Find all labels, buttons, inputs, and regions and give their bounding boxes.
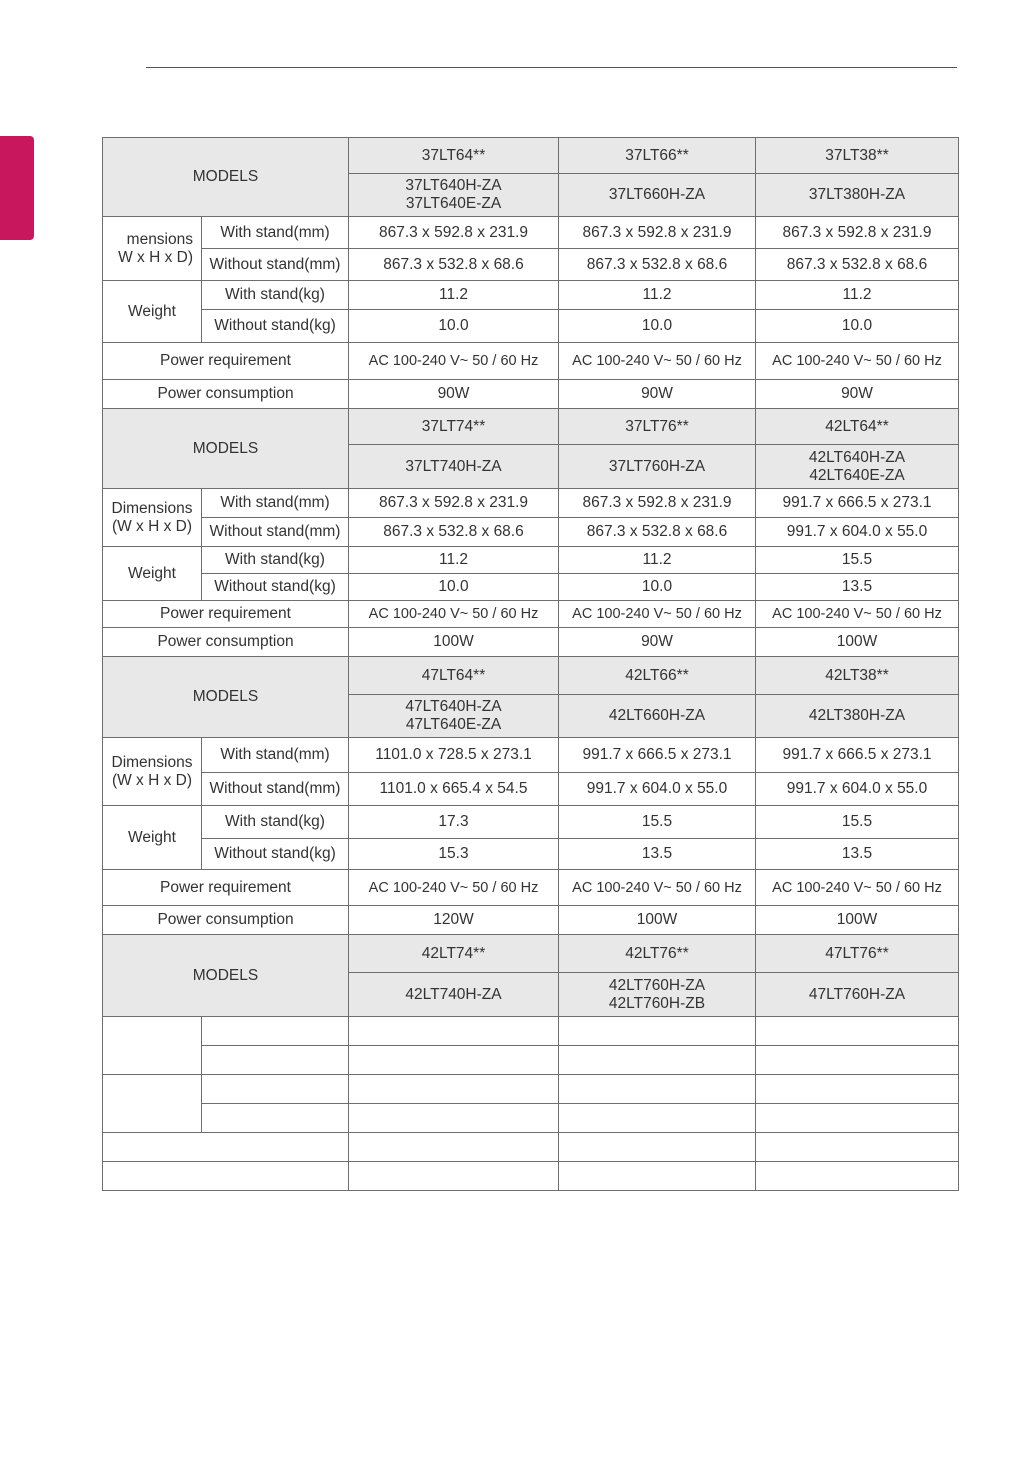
- empty-cell: [103, 1075, 202, 1133]
- dimension-value: 867.3 x 592.8 x 231.9: [559, 489, 756, 518]
- dimension-value: 1101.0 x 665.4 x 54.5: [349, 773, 559, 806]
- power-requirement-label: Power requirement: [103, 601, 349, 628]
- models-label: MODELS: [103, 409, 349, 489]
- model-code: 42LT64**: [756, 409, 959, 445]
- model-code: 37LT74**: [349, 409, 559, 445]
- dimension-value: 1101.0 x 728.5 x 273.1: [349, 738, 559, 773]
- weight-label: Weight: [103, 281, 202, 343]
- empty-cell: [756, 1133, 959, 1162]
- power-requirement-value: AC 100-240 V~ 50 / 60 Hz: [756, 870, 959, 906]
- dimensions-label: mensions W x H x D): [118, 230, 193, 266]
- weight-label: Weight: [103, 547, 202, 601]
- with-stand-kg-label: With stand(kg): [202, 806, 349, 839]
- empty-cell: [349, 1104, 559, 1133]
- weight-value: 11.2: [349, 547, 559, 574]
- empty-cell: [756, 1075, 959, 1104]
- weight-value: 10.0: [349, 310, 559, 343]
- dimension-value: 991.7 x 604.0 x 55.0: [756, 518, 959, 547]
- model-code: 37LT64**: [349, 138, 559, 174]
- dimension-value: 867.3 x 532.8 x 68.6: [559, 518, 756, 547]
- dimensions-label: Dimensions (W x H x D): [111, 753, 193, 789]
- empty-cell: [559, 1104, 756, 1133]
- model-number: 37LT740H-ZA: [405, 457, 502, 475]
- power-consumption-label: Power consumption: [103, 628, 349, 657]
- empty-cell: [202, 1046, 349, 1075]
- weight-value: 13.5: [756, 574, 959, 601]
- model-number: 47LT760H-ZA: [808, 985, 906, 1003]
- dimension-value: 867.3 x 592.8 x 231.9: [349, 489, 559, 518]
- power-consumption-value: 100W: [349, 628, 559, 657]
- empty-cell: [103, 1017, 202, 1075]
- power-consumption-value: 120W: [349, 906, 559, 935]
- model-code: 47LT64**: [349, 657, 559, 695]
- specifications-table: [102, 137, 959, 1191]
- dimension-value: 867.3 x 592.8 x 231.9: [559, 217, 756, 249]
- weight-value: 11.2: [559, 281, 756, 310]
- model-number: 42LT740H-ZA: [405, 985, 502, 1003]
- model-number: 47LT640H-ZA 47LT640E-ZA: [405, 698, 502, 733]
- power-requirement-value: AC 100-240 V~ 50 / 60 Hz: [756, 343, 959, 380]
- model-number: 42LT760H-ZA 42LT760H-ZB: [608, 976, 706, 1012]
- weight-value: 10.0: [559, 310, 756, 343]
- models-label: MODELS: [103, 935, 349, 1017]
- weight-value: 15.3: [349, 839, 559, 870]
- model-number: 37LT760H-ZA: [608, 457, 706, 475]
- empty-cell: [349, 1046, 559, 1075]
- empty-cell: [756, 1017, 959, 1046]
- power-consumption-value: 100W: [756, 628, 959, 657]
- empty-cell: [202, 1104, 349, 1133]
- power-consumption-label: Power consumption: [103, 906, 349, 935]
- empty-cell: [756, 1162, 959, 1191]
- empty-cell: [349, 1133, 559, 1162]
- weight-value: 13.5: [756, 839, 959, 870]
- model-number: 42LT640H-ZA 42LT640E-ZA: [808, 448, 906, 484]
- empty-cell: [756, 1104, 959, 1133]
- model-code: 37LT76**: [559, 409, 756, 445]
- power-requirement-value: AC 100-240 V~ 50 / 60 Hz: [756, 601, 959, 628]
- without-stand-kg-label: Without stand(kg): [202, 310, 349, 343]
- with-stand-mm-label: With stand(mm): [202, 489, 349, 518]
- empty-cell: [559, 1017, 756, 1046]
- weight-value: 11.2: [349, 281, 559, 310]
- empty-cell: [559, 1046, 756, 1075]
- dimension-value: 867.3 x 592.8 x 231.9: [349, 217, 559, 249]
- weight-value: 15.5: [559, 806, 756, 839]
- with-stand-mm-label: With stand(mm): [202, 217, 349, 249]
- power-consumption-value: 100W: [756, 906, 959, 935]
- power-requirement-value: AC 100-240 V~ 50 / 60 Hz: [349, 343, 559, 380]
- power-consumption-value: 90W: [756, 380, 959, 409]
- weight-value: 11.2: [559, 547, 756, 574]
- section-tab-marker: [0, 136, 34, 240]
- power-requirement-value: AC 100-240 V~ 50 / 60 Hz: [349, 601, 559, 628]
- header-rule: [146, 67, 957, 68]
- models-label: MODELS: [103, 138, 349, 217]
- dimension-value: 867.3 x 532.8 x 68.6: [559, 249, 756, 281]
- with-stand-mm-label: With stand(mm): [202, 738, 349, 773]
- model-number: 37LT380H-ZA: [808, 186, 906, 203]
- models-label: MODELS: [103, 657, 349, 738]
- dimension-value: 991.7 x 604.0 x 55.0: [756, 773, 959, 806]
- weight-value: 10.0: [756, 310, 959, 343]
- weight-value: 10.0: [349, 574, 559, 601]
- empty-cell: [756, 1046, 959, 1075]
- weight-value: 15.5: [756, 547, 959, 574]
- dimension-value: 991.7 x 666.5 x 273.1: [756, 738, 959, 773]
- power-consumption-value: 90W: [559, 380, 756, 409]
- dimensions-label: Dimensions (W x H x D): [111, 499, 193, 535]
- power-consumption-value: 90W: [559, 628, 756, 657]
- with-stand-kg-label: With stand(kg): [202, 547, 349, 574]
- model-code: 37LT38**: [756, 138, 959, 174]
- empty-cell: [202, 1017, 349, 1046]
- empty-cell: [349, 1162, 559, 1191]
- empty-cell: [103, 1162, 349, 1191]
- model-number: 37LT660H-ZA: [608, 186, 706, 203]
- power-consumption-label: Power consumption: [103, 380, 349, 409]
- model-code: 37LT66**: [559, 138, 756, 174]
- model-code: 42LT74**: [349, 935, 559, 973]
- power-consumption-value: 90W: [349, 380, 559, 409]
- without-stand-mm-label: Without stand(mm): [202, 249, 349, 281]
- power-requirement-value: AC 100-240 V~ 50 / 60 Hz: [349, 870, 559, 906]
- dimension-value: 867.3 x 532.8 x 68.6: [756, 249, 959, 281]
- empty-cell: [202, 1075, 349, 1104]
- weight-label: Weight: [103, 806, 202, 870]
- model-number: 42LT660H-ZA: [608, 707, 706, 724]
- empty-cell: [559, 1133, 756, 1162]
- empty-cell: [349, 1017, 559, 1046]
- power-requirement-label: Power requirement: [103, 870, 349, 906]
- weight-value: 15.5: [756, 806, 959, 839]
- weight-value: 10.0: [559, 574, 756, 601]
- model-code: 42LT66**: [559, 657, 756, 695]
- without-stand-mm-label: Without stand(mm): [202, 518, 349, 547]
- dimension-value: 991.7 x 666.5 x 273.1: [559, 738, 756, 773]
- with-stand-kg-label: With stand(kg): [202, 281, 349, 310]
- weight-value: 13.5: [559, 839, 756, 870]
- empty-cell: [349, 1075, 559, 1104]
- model-number: 42LT380H-ZA: [808, 707, 906, 724]
- power-requirement-value: AC 100-240 V~ 50 / 60 Hz: [559, 343, 756, 380]
- model-code: 42LT38**: [756, 657, 959, 695]
- dimension-value: 867.3 x 592.8 x 231.9: [756, 217, 959, 249]
- model-number: 37LT640H-ZA 37LT640E-ZA: [405, 177, 502, 212]
- empty-cell: [559, 1162, 756, 1191]
- without-stand-mm-label: Without stand(mm): [202, 773, 349, 806]
- without-stand-kg-label: Without stand(kg): [202, 574, 349, 601]
- weight-value: 17.3: [349, 806, 559, 839]
- dimension-value: 991.7 x 666.5 x 273.1: [756, 489, 959, 518]
- model-code: 47LT76**: [756, 935, 959, 973]
- empty-cell: [103, 1133, 349, 1162]
- model-code: 42LT76**: [559, 935, 756, 973]
- dimension-value: 991.7 x 604.0 x 55.0: [559, 773, 756, 806]
- empty-cell: [559, 1075, 756, 1104]
- weight-value: 11.2: [756, 281, 959, 310]
- power-requirement-value: AC 100-240 V~ 50 / 60 Hz: [559, 870, 756, 906]
- without-stand-kg-label: Without stand(kg): [202, 839, 349, 870]
- power-consumption-value: 100W: [559, 906, 756, 935]
- dimension-value: 867.3 x 532.8 x 68.6: [349, 249, 559, 281]
- power-requirement-value: AC 100-240 V~ 50 / 60 Hz: [559, 601, 756, 628]
- dimension-value: 867.3 x 532.8 x 68.6: [349, 518, 559, 547]
- power-requirement-label: Power requirement: [103, 343, 349, 380]
